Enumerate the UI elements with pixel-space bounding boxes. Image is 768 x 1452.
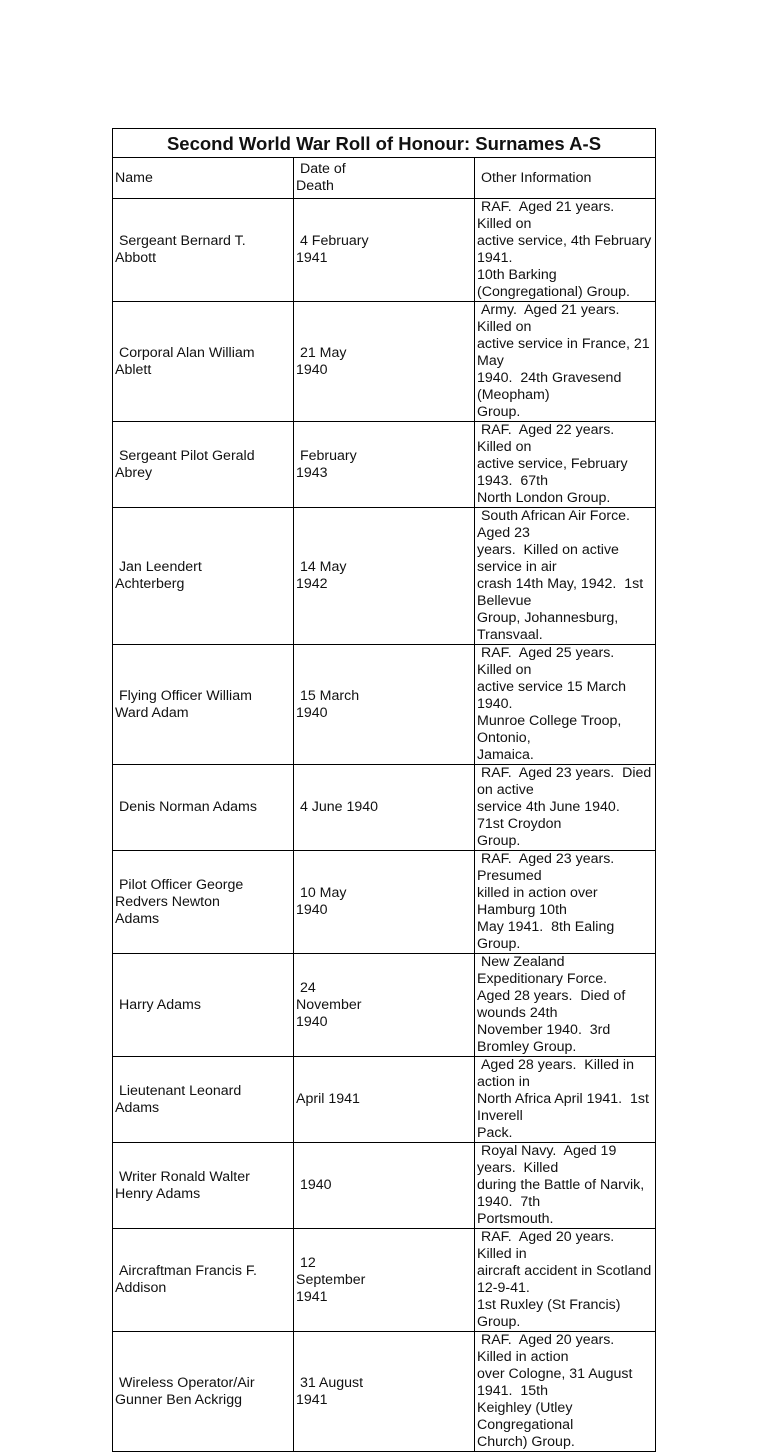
other-information-cell: Army. Aged 21 years. Killed on active service in France, 21 May 1940. 24th Gravesend (Meopham) Group. [477,302,650,420]
date-of-death-cell: 24 November 1940 [296,979,362,1030]
name-cell: Harry Adams [115,996,201,1013]
table-row [113,645,656,765]
date-of-death-cell: 12 September 1941 [296,1254,366,1305]
header-row [113,158,656,199]
date-of-death-cell: 31 August 1941 [296,1374,364,1408]
roll-of-honour-table [112,128,656,1452]
name-cell: Writer Ronald Walter Henry Adams [115,1168,250,1202]
header-name: Name [115,169,153,186]
other-information-cell: RAF. Aged 23 years. Died on active service 4th June 1940. 71st Croydon Group. [477,765,652,849]
table-row [113,302,656,422]
table-row [113,508,656,645]
date-of-death-cell: 21 May 1940 [296,344,347,378]
other-information-cell: RAF. Aged 22 years. Killed on active service, February 1943. 67th North London Group. [477,422,628,506]
name-cell: Jan Leendert Achterberg [115,559,202,592]
date-of-death-cell: 14 May 1942 [296,559,347,592]
table-row [113,851,656,954]
other-information-cell: RAF. Aged 25 years. Killed on active service 15 March 1940. Munroe College Troop, Ontonio, Jamaica. [477,645,627,763]
table-row [113,1143,656,1229]
name-cell: Wireless Operator/Air Gunner Ben Ackrigg [115,1374,255,1408]
other-information-cell: New Zealand Expeditionary Force. Aged 28 years. Died of wounds 24th November 1940. 3rd Bromley Group. [477,954,626,1055]
header-date-of-death: Date of Death [296,161,346,194]
table-row [113,422,656,508]
date-of-death-cell: 10 May 1940 [296,885,347,918]
other-information-cell: RAF. Aged 20 years. Killed in action over Cologne, 31 August 1941. 15th Keighley (Utley Congregational Church) Group. [477,1332,633,1450]
name-cell: Corporal Alan William Ablett [115,344,255,378]
table-row [113,1332,656,1452]
date-of-death-cell: February 1943 [296,447,357,481]
date-of-death-cell: April 1941 [296,1091,360,1107]
date-of-death-cell: 1940 [296,1177,332,1193]
other-information-cell: RAF. Aged 23 years. Presumed killed in action over Hamburg 10th May 1941. 8th Ealing Group. [477,851,615,952]
other-information-cell: RAF. Aged 20 years. Killed in aircraft accident in Scotland 12-9-41. 1st Ruxley (St Francis) Group. [477,1229,652,1330]
date-of-death-cell: 15 March 1940 [296,687,360,721]
name-cell: Sergeant Bernard T. Abbott [115,233,246,266]
other-information-cell: Royal Navy. Aged 19 years. Killed during the Battle of Narvik, 1940. 7th Portsmouth. [477,1143,645,1227]
date-of-death-cell: 4 June 1940 [296,799,379,815]
table-title: Second World War Roll of Honour: Surnames A-S [113,129,656,158]
name-cell: Aircraftman Francis F. Addison [115,1263,257,1296]
header-other-information: Other Information [477,169,592,186]
table-row [113,765,656,851]
name-cell: Sergeant Pilot Gerald Abrey [115,447,255,481]
name-cell: Denis Norman Adams [115,799,257,815]
other-information-cell: Aged 28 years. Killed in action in North Africa April 1941. 1st Inverell Pack. [477,1057,649,1141]
table-row [113,1057,656,1143]
name-cell: Pilot Officer George Redvers Newton Adams [115,876,244,927]
name-cell: Flying Officer William Ward Adam [115,687,252,721]
table-row [113,199,656,302]
other-information-cell: RAF. Aged 21 years. Killed on active service, 4th February 1941. 10th Barking (Congregational) Group. [477,199,652,300]
other-information-cell: South African Air Force. Aged 23 years. Killed on active service in air crash 14th May, 1942. 1st Bellevue Group, Johannesburg, Transvaal. [477,508,644,643]
roll-of-honour-document [112,128,656,1452]
table-row [113,1229,656,1332]
date-of-death-cell: 4 February 1941 [296,233,369,266]
title-row [113,129,656,158]
name-cell: Lieutenant Leonard Adams [115,1082,242,1116]
table-row [113,954,656,1057]
